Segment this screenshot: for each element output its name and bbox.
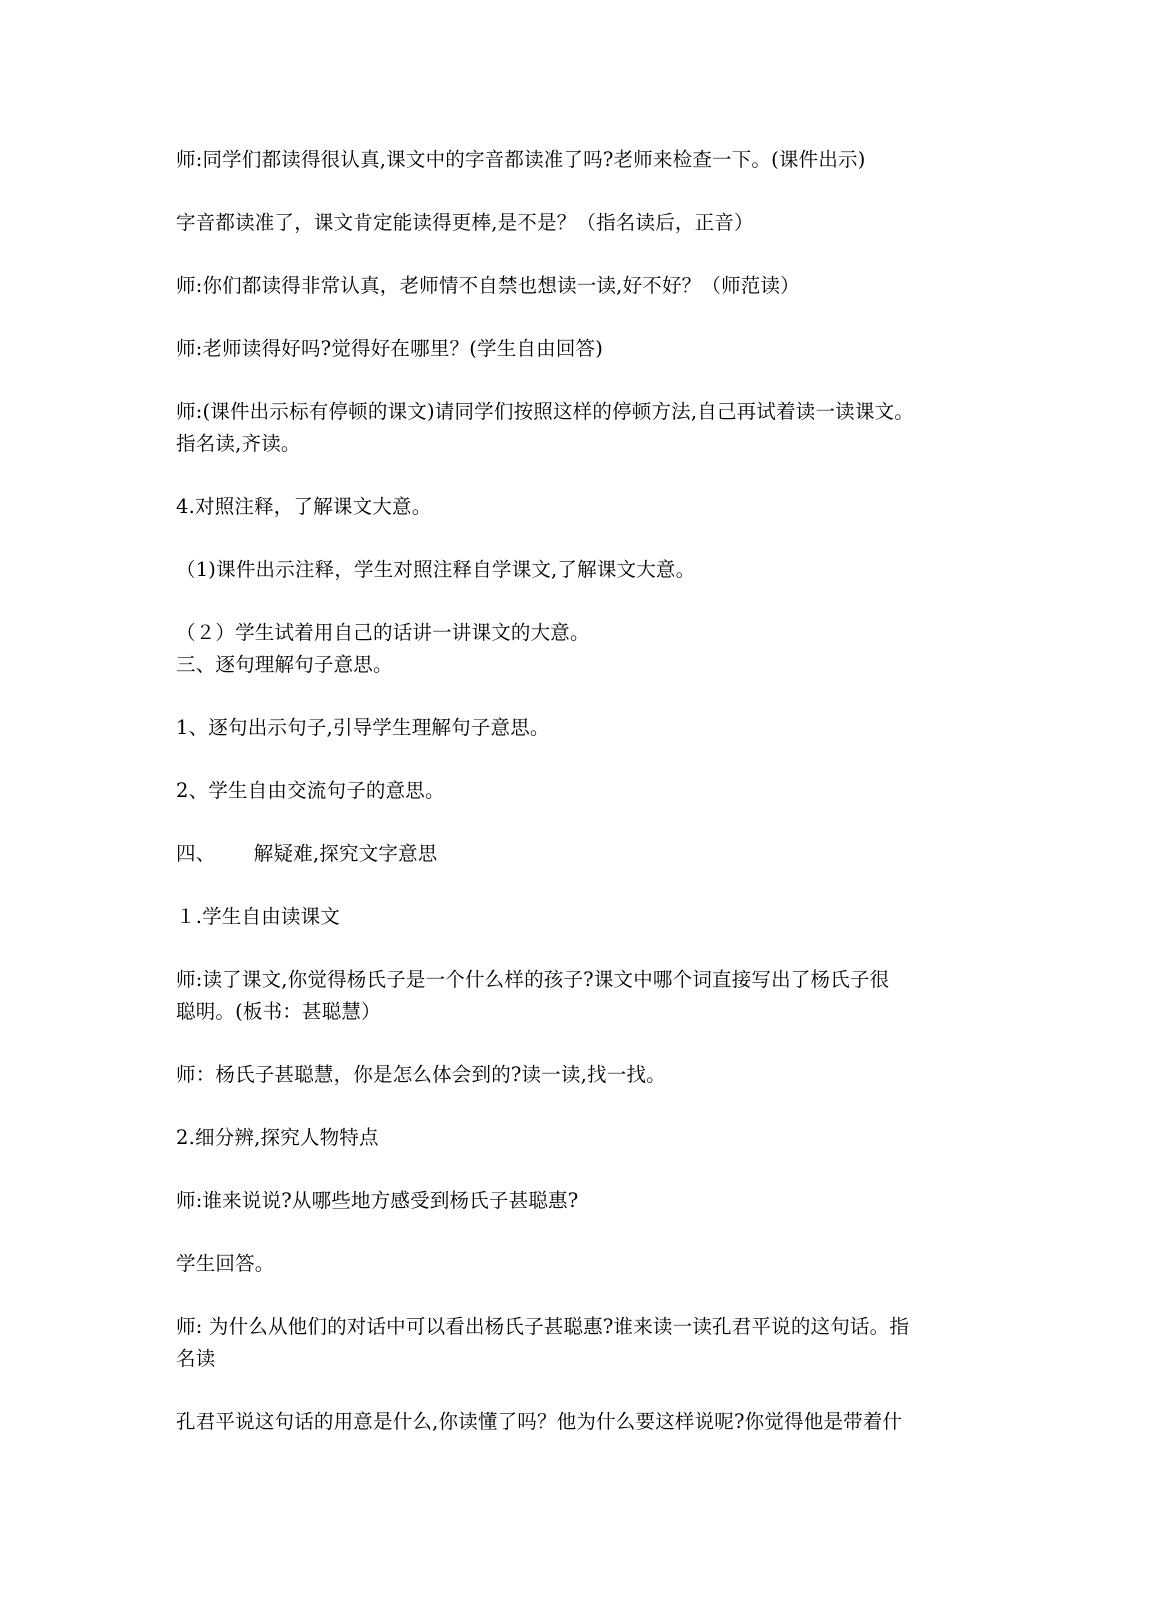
text-line: 2、学生自由交流句子的意思。	[176, 779, 445, 802]
section-heading: 三、逐句理解句子意思。	[176, 653, 393, 676]
text-line: 聪明。(板书：甚聪慧）	[176, 1000, 381, 1023]
text-line: 师: 为什么从他们的对话中可以看出杨氏子甚聪惠?谁来读一读孔君平说的这句话。指	[176, 1315, 910, 1338]
text-line: 名读	[176, 1347, 216, 1370]
text-line: 师:同学们都读得很认真,课文中的字音都读准了吗?老师来检查一下。(课件出示)	[176, 148, 866, 171]
text-line: 师：杨氏子甚聪慧，你是怎么体会到的?读一读,找一找。	[176, 1063, 666, 1086]
text-line: 字音都读准了，课文肯定能读得更棒,是不是？（指名读后，正音）	[176, 211, 754, 234]
section-heading: 4.对照注释，了解课文大意。	[176, 495, 432, 518]
text-line: 师:老师读得好吗?觉得好在哪里？(学生自由回答)	[176, 337, 604, 360]
text-line: 学生回答。	[176, 1252, 275, 1275]
text-line: 师:你们都读得非常认真，老师情不自禁也想读一读,好不好？（师范读）	[176, 274, 800, 297]
text-line: 师:谁来说说?从哪些地方感受到杨氏子甚聪惠?	[176, 1189, 579, 1212]
text-line: 师:读了课文,你觉得杨氏子是一个什么样的孩子?课文中哪个词直接写出了杨氏子很	[176, 968, 890, 991]
section-heading: 四、 解疑难,探究文字意思	[176, 842, 438, 865]
text-line: （1)课件出示注释，学生对照注释自学课文,了解课文大意。	[176, 558, 696, 581]
text-line: 指名读,齐读。	[176, 432, 301, 455]
text-line: 师:(课件出示标有停顿的课文)请同学们按照这样的停顿方法,自己再试着读一读课文。	[176, 400, 914, 423]
text-line: １.学生自由读课文	[176, 905, 340, 928]
text-line: （２）学生试着用自己的话讲一讲课文的大意。	[176, 621, 590, 644]
section-heading: 2.细分辨,探究人物特点	[176, 1126, 379, 1149]
text-line: 孔君平说这句话的用意是什么,你读懂了吗？他为什么要这样说呢?你觉得他是带着什	[176, 1410, 903, 1433]
text-line: 1、逐句出示句子,引导学生理解句子意思。	[176, 716, 550, 739]
